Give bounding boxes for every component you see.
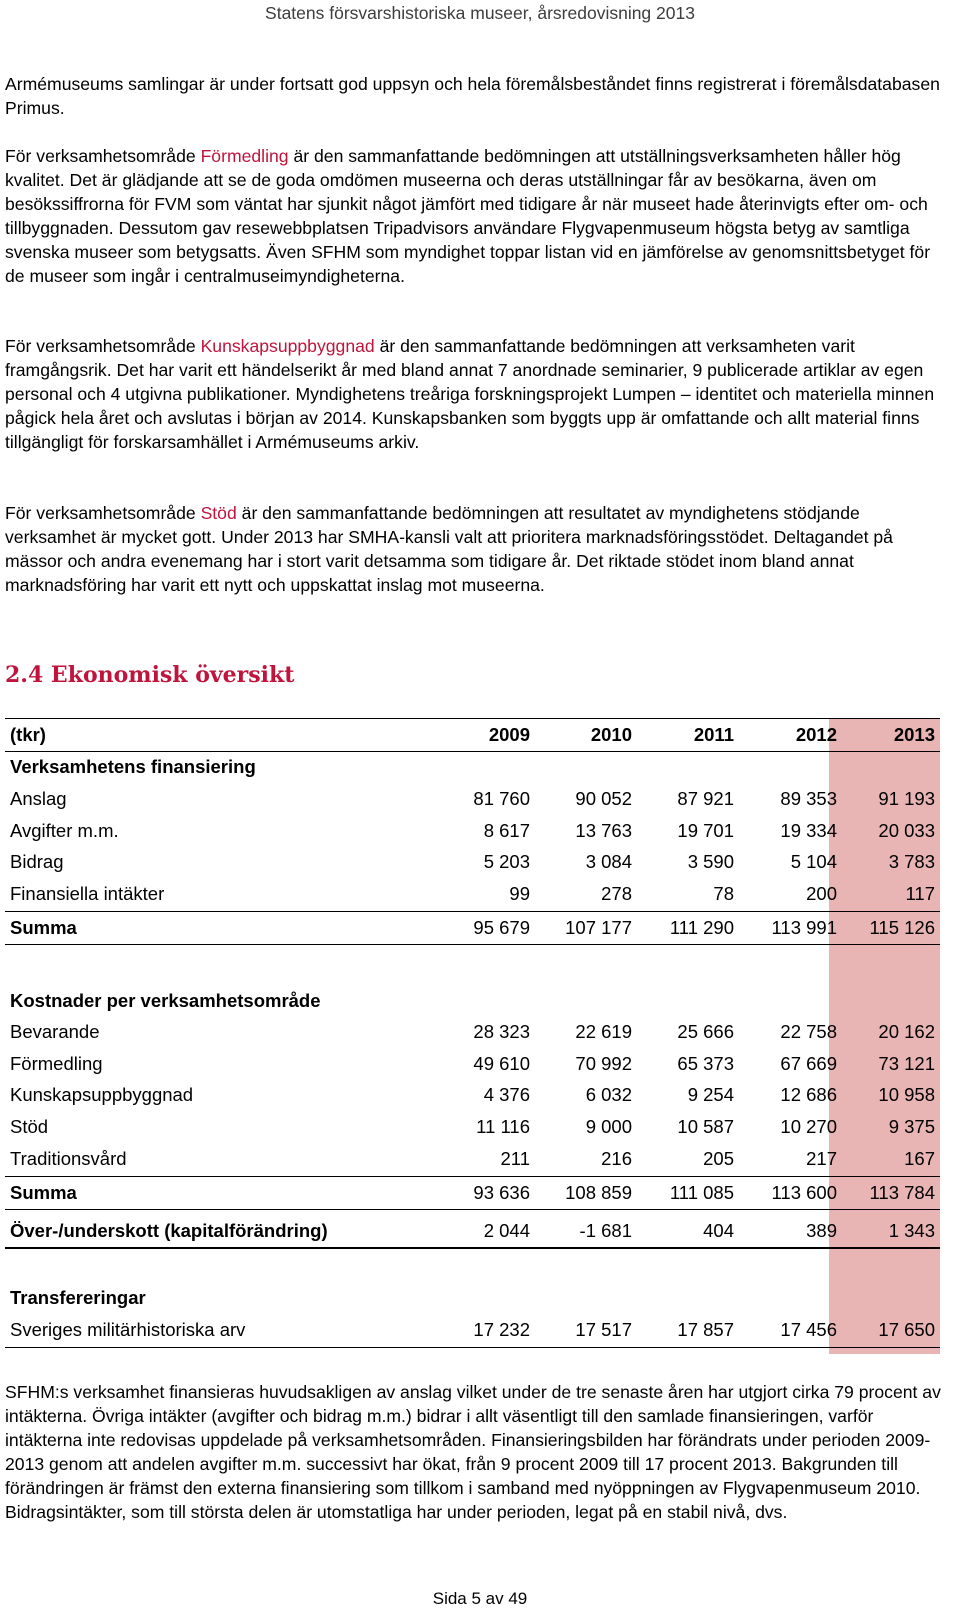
row-label: Bidrag — [10, 851, 64, 872]
row-label: Kunskapsuppbyggnad — [10, 1084, 194, 1105]
header-year: 2013 — [893, 724, 935, 745]
cell: 87 921 — [677, 788, 734, 809]
header-unit: (tkr) — [10, 724, 46, 745]
table-row — [5, 1112, 940, 1142]
table-row — [5, 816, 940, 846]
page-number: Sida 5 av 49 — [432, 1589, 528, 1608]
table-row — [5, 1080, 940, 1110]
cell: 107 177 — [565, 917, 632, 938]
cell: 5 104 — [790, 851, 837, 872]
cell: 113 600 — [771, 1182, 837, 1203]
cell: 17 517 — [575, 1319, 632, 1340]
header-year: 2012 — [795, 724, 837, 745]
cell: 17 232 — [473, 1319, 530, 1340]
table-result-row — [5, 1216, 940, 1246]
section-label: Verksamhetens finansiering — [10, 756, 256, 777]
table-row — [5, 847, 940, 877]
row-label: Sveriges militärhistoriska arv — [10, 1319, 246, 1340]
cell: 78 — [713, 883, 734, 904]
cell: 2 044 — [483, 1220, 530, 1241]
table-row — [5, 1144, 940, 1174]
cell: 111 290 — [669, 917, 734, 938]
cell: 17 456 — [780, 1319, 837, 1340]
cell: 25 666 — [677, 1021, 734, 1042]
cell: 22 619 — [575, 1021, 632, 1042]
cell: 115 126 — [869, 917, 935, 938]
cell: 22 758 — [780, 1021, 837, 1042]
cell: 205 — [703, 1148, 734, 1169]
paragraph-text: är den sammanfattande bedömningen att resultatet av myndighetens stödjande verksamhet är mycket gott. Under 2013 har SMHA-kansli valt att prioritera marknadsföringsstödet. Deltagandet på mässor och andra evenemang har i stort varit detsamma som tidigare år. Det riktade stödet inom bland annat marknadsföring har varit ett nytt och uppskattat inslag mot museerna. — [5, 503, 893, 595]
cell: 99 — [509, 883, 530, 904]
cell: 12 686 — [780, 1084, 837, 1105]
row-label: Summa — [10, 1182, 77, 1203]
cell: 19 334 — [780, 820, 837, 841]
cell: 70 992 — [575, 1053, 632, 1074]
paragraph-text: För verksamhetsområde — [5, 146, 201, 166]
table-row — [5, 879, 940, 909]
area-name-kunskapsuppbyggnad: Kunskapsuppbyggnad — [200, 336, 375, 356]
cell: 216 — [601, 1148, 632, 1169]
cell: 10 587 — [677, 1116, 734, 1137]
table-section-row — [5, 1283, 940, 1313]
running-header: Statens försvarshistoriska museer, årsredovisning 2013 — [265, 3, 695, 23]
cell: 17 650 — [878, 1319, 935, 1340]
cell: 113 784 — [869, 1182, 935, 1203]
cell: 1 343 — [888, 1220, 935, 1241]
table-section-row — [5, 986, 940, 1016]
cell: 5 203 — [483, 851, 530, 872]
cell: 200 — [806, 883, 837, 904]
cell: 4 376 — [483, 1084, 530, 1105]
row-label: Förmedling — [10, 1053, 103, 1074]
paragraph-text: För verksamhetsområde — [5, 503, 201, 523]
cell: 9 254 — [687, 1084, 734, 1105]
row-rule — [5, 944, 940, 945]
row-label: Bevarande — [10, 1021, 100, 1042]
row-label: Stöd — [10, 1116, 49, 1137]
cell: 20 162 — [878, 1021, 935, 1042]
paragraph-formedling — [5, 144, 950, 288]
table-row — [5, 784, 940, 814]
row-label: Summa — [10, 917, 77, 938]
cell: 93 636 — [473, 1182, 530, 1203]
row-rule — [5, 911, 940, 912]
table-bottom-rule — [5, 1347, 940, 1348]
paragraph-stod — [5, 501, 950, 597]
cell: 11 116 — [476, 1116, 530, 1137]
cell: 67 669 — [780, 1053, 837, 1074]
paragraph-text: är den sammanfattande bedömningen att utställningsverksamheten håller hög kvalitet. Det är glädjande att se de goda omdömen museerna och deras utställningar får av besökarna, även om besökssiffrorna för FVM som väntat har sjunkit något jämfört med tidigare år när museet hade återinvigts efter om- och tillbyggnaden. Dessutom gav resewebbplatsen Tripadvisors användare Flygvapenmuseum högsta betyg av samtliga svenska museer som betygsatts. Även SFHM som myndighet toppar listan vid en jämförelse av genomsnittsbetyget för de museer som ingår i centralmuseimyndigheterna. — [5, 146, 931, 286]
cell: 3 590 — [687, 851, 734, 872]
cell: 111 085 — [669, 1182, 734, 1203]
area-name-stod: Stöd — [200, 503, 237, 523]
cell: 19 701 — [677, 820, 734, 841]
cell: 89 353 — [780, 788, 837, 809]
cell: 211 — [500, 1148, 530, 1169]
paragraph-text: För verksamhetsområde — [5, 336, 201, 356]
row-label: Avgifter m.m. — [10, 820, 119, 841]
row-rule — [5, 1176, 940, 1177]
cell: 13 763 — [575, 820, 632, 841]
cell: 404 — [703, 1220, 734, 1241]
cell: 81 760 — [473, 788, 530, 809]
section-label: Kostnader per verksamhetsområde — [10, 990, 321, 1011]
row-rule — [5, 1247, 940, 1249]
cell: 10 270 — [780, 1116, 837, 1137]
paragraph-financing: SFHM:s verksamhet finansieras huvudsakligen av anslag vilket under de tre senaste åren har utgjort cirka 79 procent av intäkterna. Övriga intäkter (avgifter och bidrag m.m.) bidrar i allt väsentligt till den samlade finansieringen, varför intäkterna inte redovisas uppdelade på verksamhetsområden. Finansieringsbilden har förändrats under perioden 2009-2013 genom att andelen avgifter m.m. successivt har ökat, från 9 procent 2009 till 17 procent 2013. Bakgrunden till förändringen är främst den externa finansiering som tillkom i samband med nyöppningen av Flygvapenmuseum 2010. Bidragsintäkter, som till största delen är utomstatliga har under perioden, legat på en stabil nivå, dvs. — [5, 1382, 941, 1522]
area-name-formedling: Förmedling — [200, 146, 289, 166]
table-section-row — [5, 752, 940, 782]
cell: 117 — [905, 883, 935, 904]
cell: -1 681 — [579, 1220, 632, 1241]
row-label: Traditionsvård — [10, 1148, 127, 1169]
table-total-row — [5, 1178, 940, 1208]
row-label: Finansiella intäkter — [10, 883, 165, 904]
header-year: 2011 — [693, 724, 734, 745]
cell: 167 — [904, 1148, 935, 1169]
table-top-rule — [5, 718, 940, 719]
table-row — [5, 1049, 940, 1079]
cell: 17 857 — [677, 1319, 734, 1340]
section-heading: 2.4 Ekonomisk översikt — [5, 662, 295, 688]
cell: 113 991 — [771, 917, 837, 938]
cell: 65 373 — [677, 1053, 734, 1074]
cell: 20 033 — [878, 820, 935, 841]
paragraph-kunskapsuppbyggnad — [5, 334, 950, 454]
cell: 278 — [601, 883, 632, 904]
paragraph-collections: Armémuseums samlingar är under fortsatt god uppsyn och hela föremålsbeståndet finns registrerat i föremålsdatabasen Primus. — [5, 74, 940, 118]
table-header-row — [5, 720, 940, 750]
cell: 108 859 — [565, 1182, 632, 1203]
header-year: 2010 — [590, 724, 632, 745]
row-label: Anslag — [10, 788, 67, 809]
row-rule — [5, 1209, 940, 1210]
cell: 6 032 — [585, 1084, 632, 1105]
cell: 9 000 — [585, 1116, 632, 1137]
cell: 9 375 — [888, 1116, 935, 1137]
paragraph-text: är den sammanfattande bedömningen att verksamheten varit framgångsrik. Det har varit ett händelserikt år med bland annat 7 anordnade seminarier, 9 publicerade artiklar av egen personal och 4 utgivna publikationer. Myndighetens treåriga forskningsprojekt Lumpen – identitet och materiella minnen pågick hela året och avslutas i början av 2014. Kunskapsbanken som byggts upp är omfattande och allt material finns tillgängligt för forskarsamhället i Armémuseums arkiv. — [5, 336, 935, 452]
cell: 95 679 — [473, 917, 530, 938]
cell: 90 052 — [575, 788, 632, 809]
cell: 3 084 — [585, 851, 632, 872]
cell: 91 193 — [878, 788, 935, 809]
cell: 49 610 — [473, 1053, 530, 1074]
cell: 217 — [806, 1148, 837, 1169]
section-label: Transfereringar — [10, 1287, 146, 1308]
cell: 28 323 — [473, 1021, 530, 1042]
header-year: 2009 — [488, 724, 530, 745]
cell: 3 783 — [888, 851, 935, 872]
table-row — [5, 1017, 940, 1047]
row-label: Över-/underskott (kapitalförändring) — [10, 1220, 328, 1241]
cell: 10 958 — [878, 1084, 935, 1105]
cell: 8 617 — [483, 820, 530, 841]
cell: 73 121 — [878, 1053, 935, 1074]
cell: 389 — [806, 1220, 837, 1241]
table-total-row — [5, 913, 940, 943]
table-row — [5, 1315, 940, 1345]
